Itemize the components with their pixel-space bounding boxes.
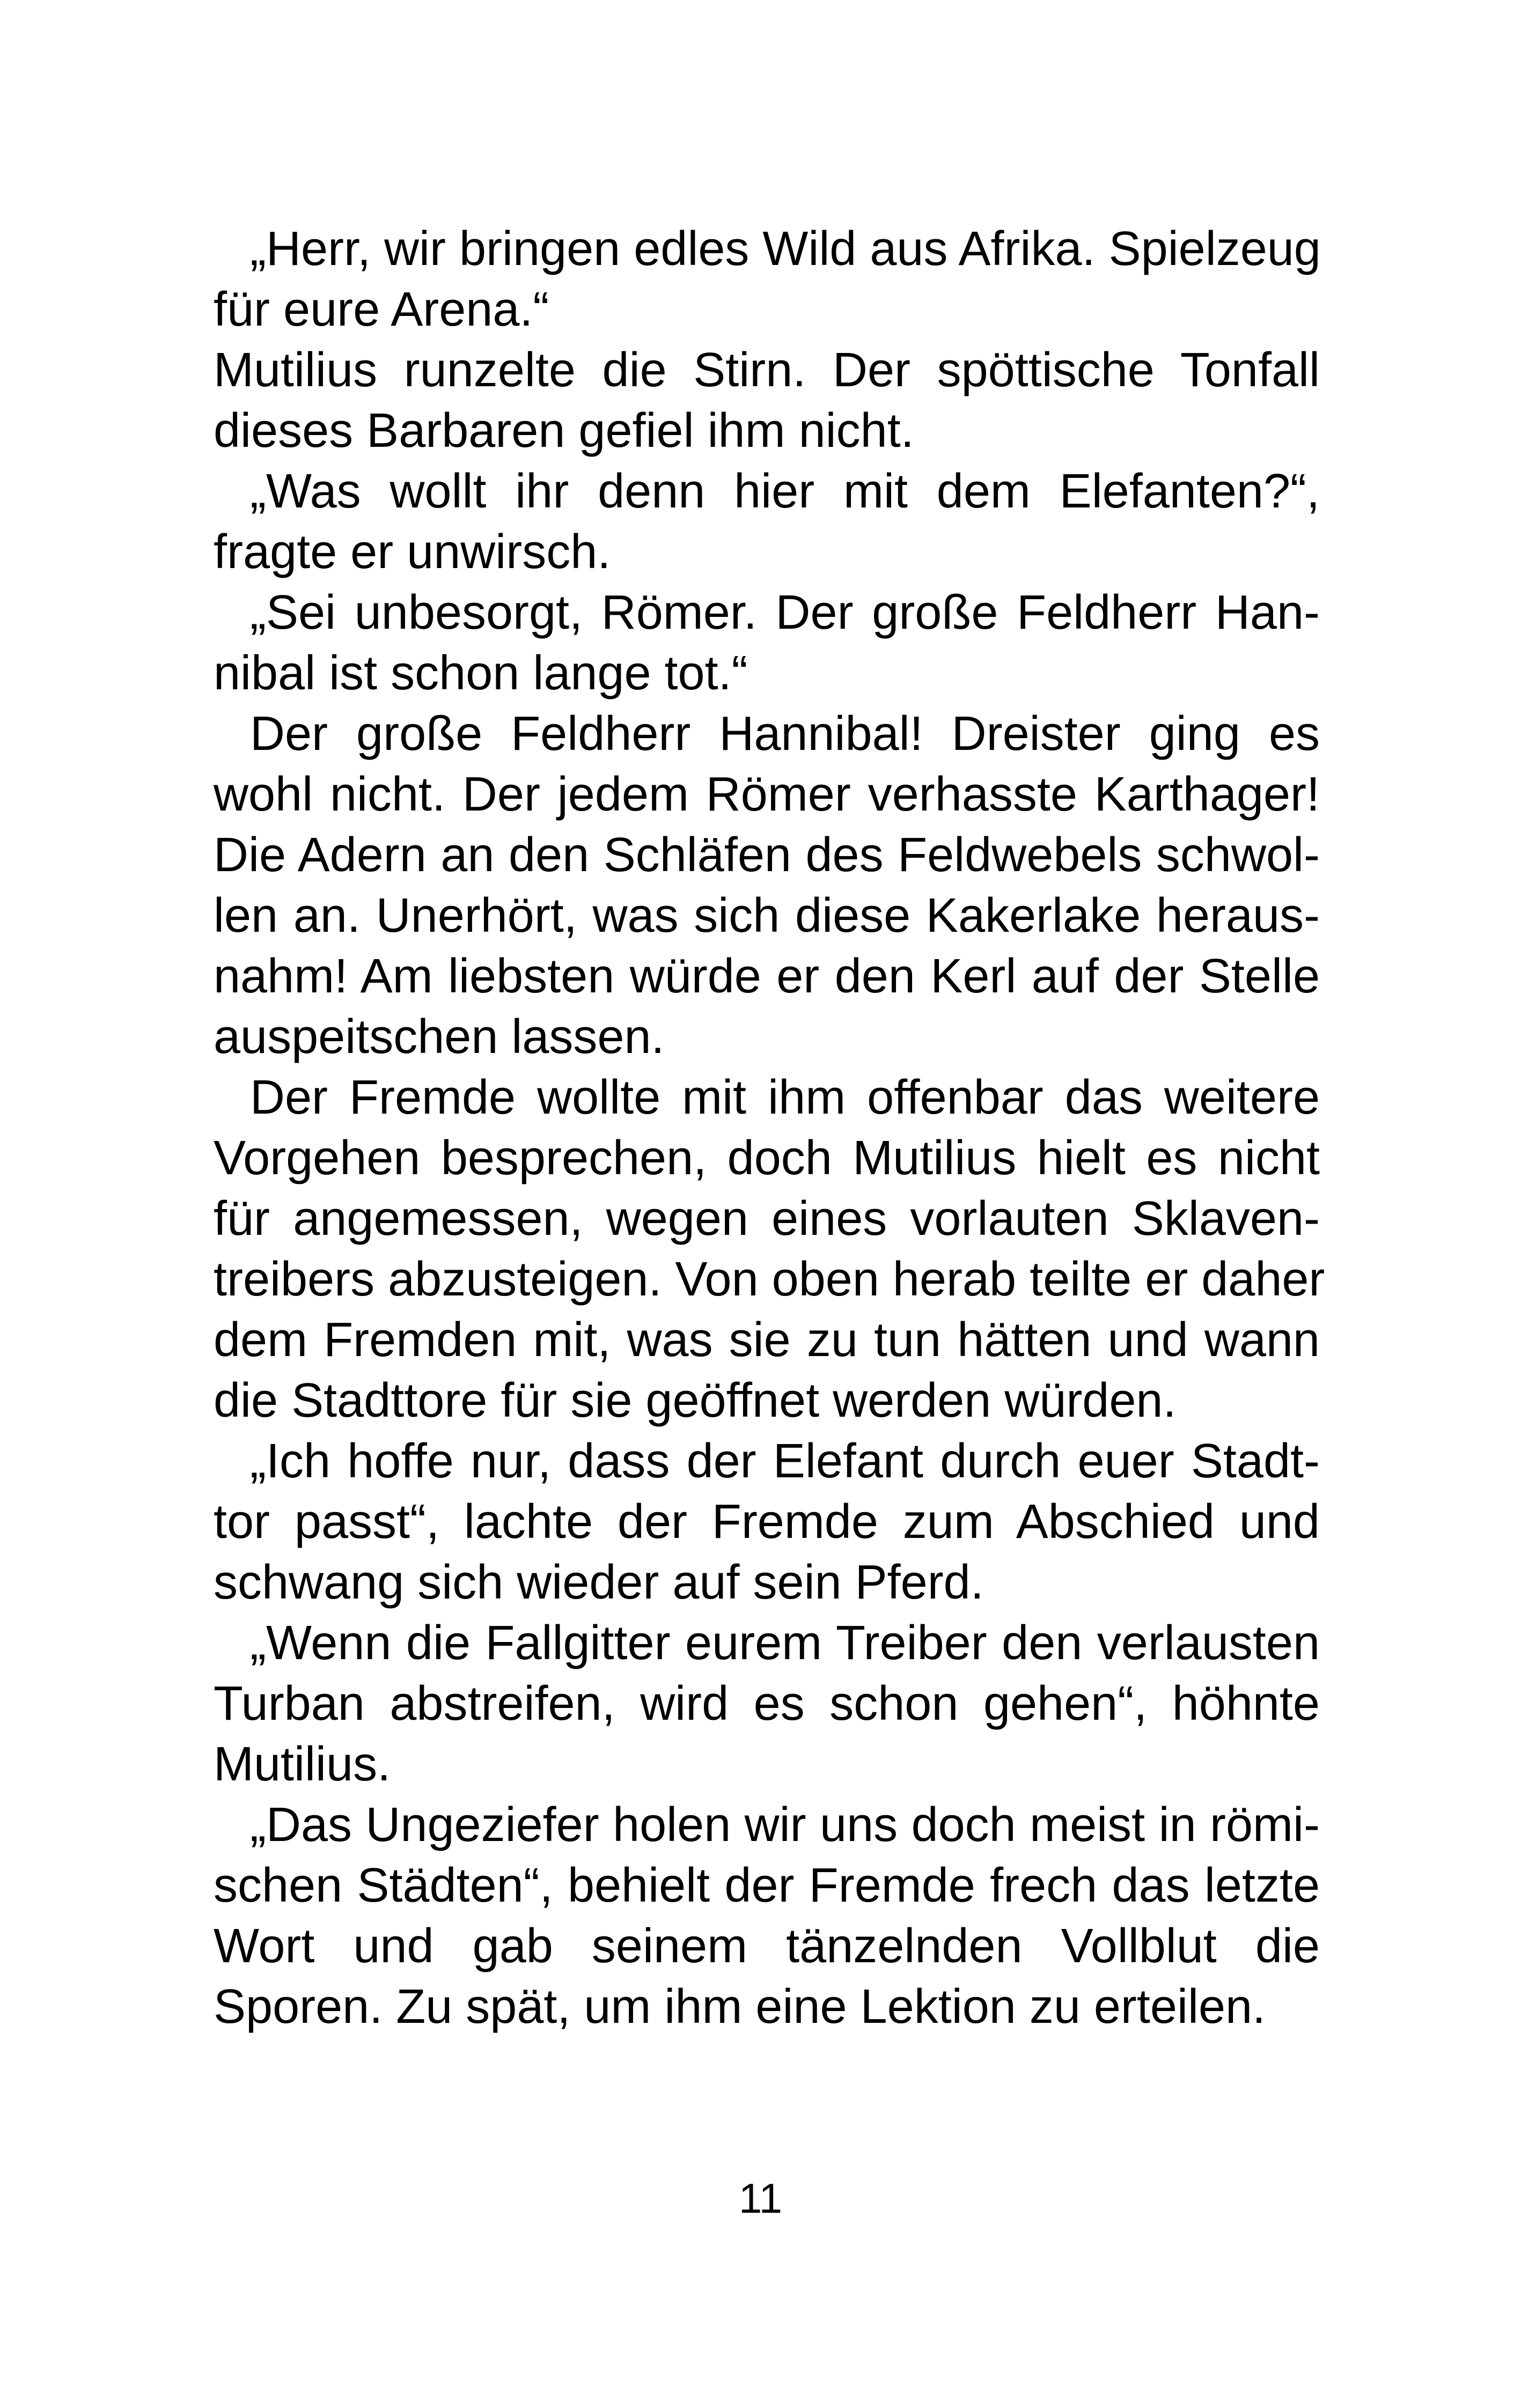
text-line: „Wenn die Fallgitter eurem Treiber den verlausten — [250, 1616, 1320, 1670]
body-text — [214, 219, 1325, 2037]
text-line: wohl nicht. Der jedem Römer verhasste Karthager! — [214, 768, 1320, 821]
text-line: für angemessen, wegen eines vorlauten Sklaven- — [214, 1192, 1320, 1246]
paragraph — [214, 583, 1320, 704]
text-line: treibers abzusteigen. Von oben herab teilte er daher — [214, 1253, 1325, 1306]
text-line: Der Fremde wollte mit ihm offenbar das weitere — [250, 1071, 1320, 1124]
text-line: „Was wollt ihr denn hier mit dem Elefanten?“, — [250, 465, 1320, 518]
text-line: „Sei unbesorgt, Römer. Der große Feldherr Han- — [250, 586, 1320, 639]
text-line: „Ich hoffe nur, dass der Elefant durch euer Stadt- — [250, 1434, 1320, 1488]
text-line: für eure Arena.“ — [214, 283, 549, 336]
text-line: Wort und gab seinem tänzelnden Vollblut die — [214, 1919, 1320, 1973]
page-number: 11 — [739, 2175, 782, 2222]
text-line: Sporen. Zu spät, um ihm eine Lektion zu erteilen. — [214, 1980, 1266, 2034]
text-line: Die Adern an den Schläfen des Feldwebels schwol- — [214, 828, 1320, 882]
text-line: „Herr, wir bringen edles Wild aus Afrika. Spielzeug — [250, 222, 1321, 276]
text-line: len an. Unerhört, was sich diese Kakerlake heraus- — [214, 889, 1320, 942]
paragraph — [214, 1431, 1320, 1613]
text-line: die Stadttore für sie geöffnet werden würden. — [214, 1374, 1177, 1427]
text-line: nahm! Am liebsten würde er den Kerl auf der Stelle — [214, 949, 1320, 1003]
text-line: fragte er unwirsch. — [214, 525, 611, 579]
text-line: dem Fremden mit, was sie zu tun hätten und wann — [214, 1313, 1320, 1367]
paragraph — [214, 1613, 1320, 1795]
text-line: nibal ist schon lange tot.“ — [214, 646, 748, 700]
paragraph — [214, 340, 1320, 461]
text-line: schwang sich wieder auf sein Pferd. — [214, 1556, 984, 1609]
paragraph — [214, 1067, 1325, 1431]
text-line: dieses Barbaren gefiel ihm nicht. — [214, 404, 914, 458]
text-line: Turban abstreifen, wird es schon gehen“, höhnte — [214, 1677, 1320, 1730]
paragraph — [214, 461, 1320, 583]
paragraph — [214, 704, 1320, 1067]
text-line: schen Städten“, behielt der Fremde frech das letzte — [214, 1859, 1320, 1912]
paragraph — [214, 219, 1320, 340]
text-line: Der große Feldherr Hannibal! Dreister ging es — [250, 707, 1320, 761]
text-line: „Das Ungeziefer holen wir uns doch meist in römi- — [250, 1798, 1320, 1852]
text-line: Mutilius. — [214, 1737, 391, 1791]
text-line: tor passt“, lachte der Fremde zum Abschied und — [214, 1495, 1320, 1549]
text-line: Mutilius runzelte die Stirn. Der spöttische Tonfall — [214, 343, 1320, 397]
text-line: auspeitschen lassen. — [214, 1010, 665, 1064]
text-line: Vorgehen besprechen, doch Mutilius hielt es nicht — [214, 1131, 1320, 1185]
paragraph — [214, 1795, 1320, 2037]
